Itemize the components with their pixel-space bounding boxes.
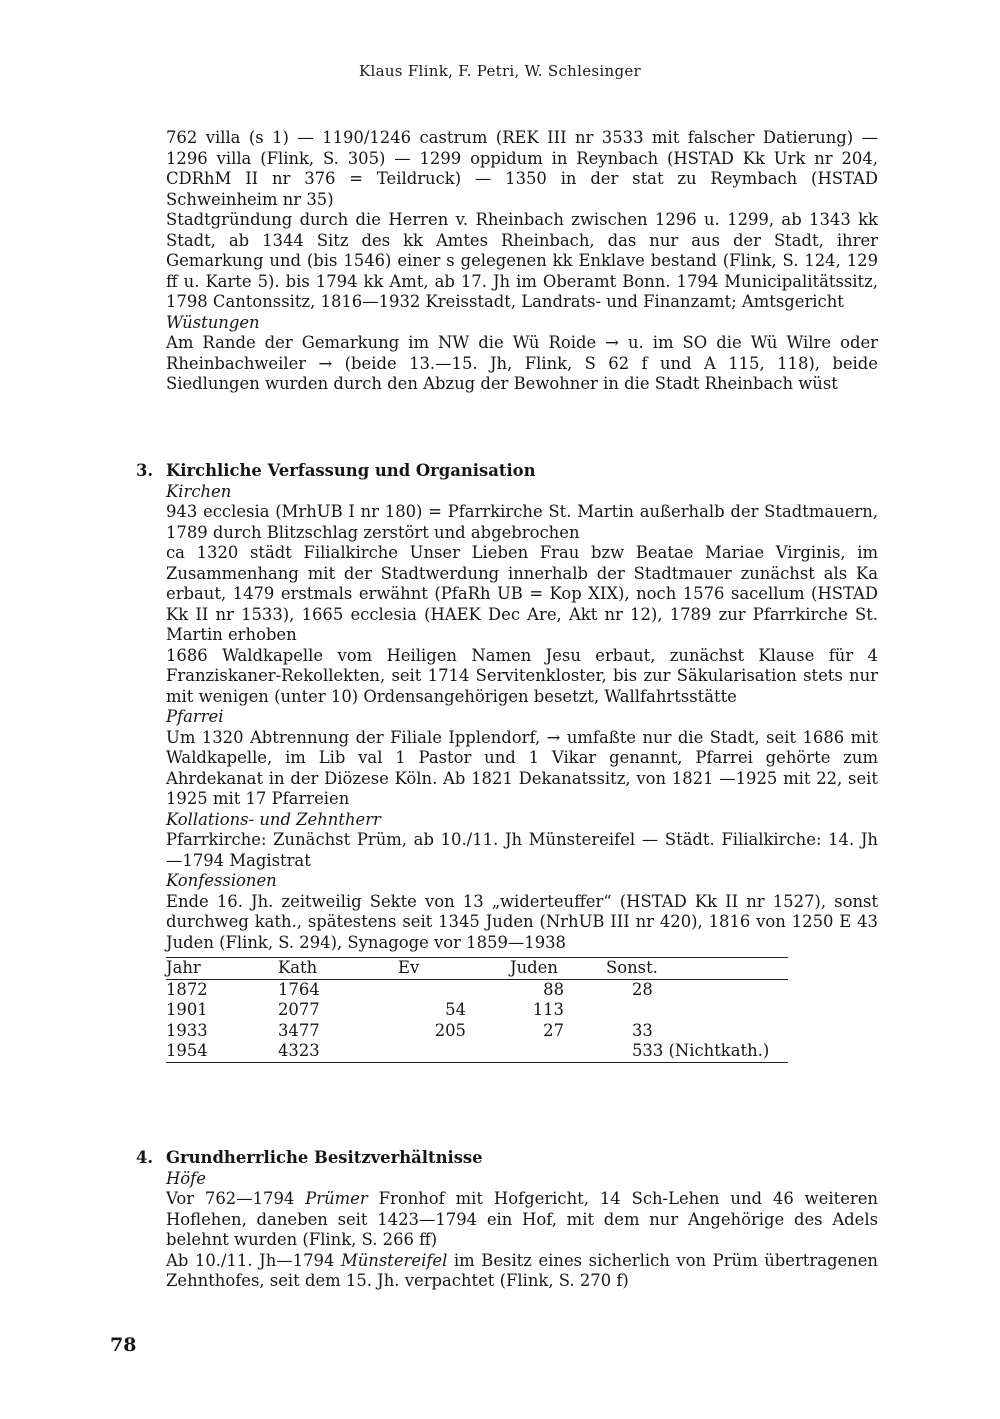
table-cell: 27 bbox=[543, 1020, 564, 1040]
kollation-heading: Kollations- und Zehntherr bbox=[166, 809, 381, 829]
table-cell: 205 bbox=[434, 1020, 466, 1040]
section-2-body bbox=[166, 128, 878, 395]
table-row bbox=[166, 1021, 788, 1042]
kirchen-paragraph-3: 1686 Waldkapelle vom Heiligen Namen Jesu erbaut, zunächst Klause für 4 Franziskaner-Rekollekten, seit 1714 Servitenkloster, bis zur Säkularisation stets nur mit wenigen (unter 10) Ordensangehörigen besetzt, Wallfahrtsstätte bbox=[166, 645, 878, 706]
history-intro: 762 villa (s 1) — 1190/1246 castrum (REK III nr 3533 mit falscher Datierung) — 1296 villa (Flink, S. 305) — 1299 oppidum in Reynbach (HSTAD Kk Urk nr 204, CDRhM II nr 376 = Teildruck) — 1350 in der stat zu Reymbach (HSTAD Schweinheim nr 35) bbox=[166, 128, 878, 209]
pfarrei-heading: Pfarrei bbox=[166, 707, 224, 726]
table-cell: 2077 bbox=[278, 1000, 320, 1019]
section-3-number: 3. bbox=[136, 461, 154, 480]
table-cell: 1764 bbox=[278, 979, 320, 999]
running-header: Klaus Flink, F. Petri, W. Schlesinger bbox=[358, 62, 642, 80]
hoefe-p1-owner: Prümer bbox=[305, 1189, 368, 1208]
hoefe-p2-text-rest: im Besitz eines sicherlich von Prüm übertragenen Zehnthofes, seit dem 15. Jh. verpachtet (Flink, S. 270 f) bbox=[166, 1250, 878, 1290]
hoefe-p2-owner: Münstereifel bbox=[340, 1250, 448, 1270]
table-cell bbox=[606, 1000, 788, 1021]
table-cell bbox=[398, 979, 510, 1000]
table-header-row bbox=[166, 958, 788, 980]
hoefe-p2-text: Ab 10./11. Jh—1794 bbox=[166, 1250, 341, 1270]
section-3 bbox=[136, 461, 878, 1063]
hoefe-heading: Höfe bbox=[166, 1168, 206, 1188]
table-cell: 533 (Nichtkath.) bbox=[606, 1041, 788, 1062]
confession-table bbox=[166, 957, 788, 1063]
table-header-cell: Juden bbox=[510, 958, 606, 980]
table-cell: 33 bbox=[632, 1020, 653, 1040]
section-4-title: Grundherrliche Besitzverhältnisse bbox=[166, 1148, 483, 1167]
table-cell: 28 bbox=[632, 979, 653, 999]
pfarrei-paragraph: Um 1320 Abtrennung der Filiale Ipplendorf, → umfaßte nur die Stadt, seit 1686 mit Waldkapelle, im Lib val 1 Pastor und 1 Vikar genannt, Pfarrei gehörte zum Ahrdekanat in der Diözese Köln. Ab 1821 Dekanatssitz, von 1821 —1925 mit 22, seit 1925 mit 17 Pfarreien bbox=[166, 727, 878, 808]
table-cell bbox=[510, 1041, 606, 1062]
hoefe-p1-text: Vor 762—1794 bbox=[166, 1189, 306, 1208]
kirchen-paragraph-2: ca 1320 städt Filialkirche Unser Lieben Frau bzw Beatae Mariae Virginis, im Zusammenhang mit der Stadtwerdung innerhalb der Stadtmauer zunächst als Ka erbaut, 1479 erstmals erwähnt (PfaRh UB = Kop XIX), noch 1576 sacellum (HSTAD Kk II nr 1533), 1665 ecclesia (HAEK Dec Are, Akt nr 12), 1789 zur Pfarrkirche St. Martin erhoben bbox=[166, 543, 878, 644]
table-cell: 113 bbox=[532, 1000, 564, 1019]
table-cell bbox=[398, 1041, 510, 1062]
hoefe-paragraph-2 bbox=[166, 1251, 878, 1292]
table-header-cell: Ev bbox=[398, 958, 510, 980]
section-4-heading bbox=[136, 1148, 878, 1169]
table-row bbox=[166, 1041, 788, 1062]
wuestungen-heading: Wüstungen bbox=[166, 312, 260, 332]
wuestungen-paragraph: Am Rande der Gemarkung im NW die Wü Roide → u. im SO die Wü Wilre oder Rheinbachweiler → (beide 13.—15. Jh, Flink, S 62 f und A 115, 118), beide Siedlungen wurden durch den Abzug der Bewohner in die Stadt Rheinbach wüst bbox=[166, 333, 878, 393]
page-number: 78 bbox=[110, 1334, 137, 1356]
table-row bbox=[166, 979, 788, 1000]
hoefe-p1-text-rest: Fronhof mit Hofgericht, 14 Sch-Lehen und 46 weiteren Hoflehen, daneben seit 1423—1794 ein Hof, mit dem nur Angehörige des Adels belehnt wurden (Flink, S. 266 ff) bbox=[166, 1189, 878, 1249]
konfessionen-paragraph: Ende 16. Jh. zeitweilig Sekte von 13 „widerteuffer“ (HSTAD Kk II nr 1527), sonst durchweg kath., spätestens seit 1345 Juden (NrhUB III nr 420), 1816 von 1250 E 43 Juden (Flink, S. 294), Synagoge vor 1859—1938 bbox=[166, 891, 878, 952]
kirchen-paragraph-1: 943 ecclesia (MrhUB I nr 180) = Pfarrkirche St. Martin außerhalb der Stadtmauern, 1789 durch Blitzschlag zerstört und abgebrochen bbox=[166, 502, 878, 542]
table-cell: 88 bbox=[543, 979, 564, 999]
section-4 bbox=[136, 1148, 878, 1292]
table-cell: 54 bbox=[445, 1000, 466, 1019]
hoefe-paragraph-1 bbox=[166, 1189, 878, 1251]
table-cell: 1901 bbox=[166, 1000, 208, 1019]
section-3-title: Kirchliche Verfassung und Organisation bbox=[166, 461, 536, 480]
stadtgruendung-paragraph: Stadtgründung durch die Herren v. Rheinbach zwischen 1296 u. 1299, ab 1343 kk Stadt, ab 1344 Sitz des kk Amtes Rheinbach, das nur aus der Stadt, ihrer Gemarkung und (bis 1546) einer s gelegenen kk Enklave bestand (Flink, S. 124, 129 ff u. Karte 5). bis 1794 kk Amt, ab 17. Jh im Oberamt Bonn. 1794 Municipalitätssitz, 1798 Cantonssitz, 1816—1932 Kreisstadt, Landrats- und Finanzamt; Amtsgericht bbox=[166, 210, 878, 311]
table-cell: 4323 bbox=[278, 1041, 398, 1062]
table-cell: 1933 bbox=[166, 1020, 208, 1040]
table-header-cell: Sonst. bbox=[606, 958, 788, 980]
konfessionen-heading: Konfessionen bbox=[166, 871, 277, 890]
section-3-heading bbox=[136, 461, 878, 482]
table-cell: 3477 bbox=[278, 1020, 320, 1040]
table-cell: 1954 bbox=[166, 1041, 278, 1062]
table-row bbox=[166, 1000, 788, 1021]
section-4-number: 4. bbox=[136, 1148, 154, 1167]
kirchen-heading: Kirchen bbox=[166, 481, 232, 501]
table-header-cell: Kath bbox=[278, 958, 398, 980]
table-header-cell: Jahr bbox=[166, 958, 278, 980]
table-cell: 1872 bbox=[166, 979, 208, 999]
kollation-paragraph: Pfarrkirche: Zunächst Prüm, ab 10./11. Jh Münstereifel — Städt. Filialkirche: 14. Jh—1794 Magistrat bbox=[166, 830, 878, 870]
